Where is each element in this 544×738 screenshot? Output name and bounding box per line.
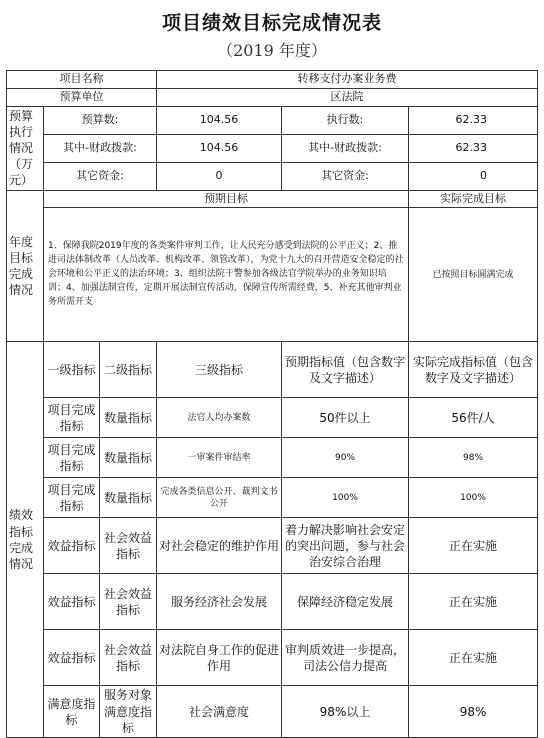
row-level3: 完成各类信息公开、裁判文书公开 bbox=[157, 478, 282, 518]
other-budget-value: 0 bbox=[157, 162, 282, 190]
project-name-label: 项目名称 bbox=[7, 71, 157, 89]
row-level2: 数量指标 bbox=[100, 438, 157, 478]
row-level3: 对社会稳定的维护作用 bbox=[157, 518, 282, 574]
header-actual: 实际完成指标值（包含数字及文字描述） bbox=[409, 342, 538, 398]
fiscal-executed-label: 其中-财政拨款: bbox=[282, 134, 409, 162]
row-expected: 审判质效进一步提高，司法公信力提高 bbox=[282, 630, 409, 686]
row-level3: 一审案件审结率 bbox=[157, 438, 282, 478]
row-expected: 98%以上 bbox=[282, 686, 409, 738]
budget-section-label: 预算执行情况（万元） bbox=[7, 106, 44, 190]
row-actual: 正在实施 bbox=[409, 630, 538, 686]
annual-section-label: 年度目标完成情况 bbox=[7, 190, 44, 342]
table-row bbox=[7, 518, 538, 574]
perf-section-label: 绩效指标完成情况 bbox=[7, 342, 44, 738]
row-level1: 效益指标 bbox=[44, 518, 100, 574]
row-level2: 社会效益指标 bbox=[100, 518, 157, 574]
row-actual: 56件/人 bbox=[409, 398, 538, 438]
table-row bbox=[7, 478, 538, 518]
row-actual: 98% bbox=[409, 438, 538, 478]
row-level3: 对法院自身工作的促进作用 bbox=[157, 630, 282, 686]
row-level3: 服务经济社会发展 bbox=[157, 574, 282, 630]
row-expected: 着力解决影响社会安定的突出问题，参与社会治安综合治理 bbox=[282, 518, 409, 574]
row-level2: 社会效益指标 bbox=[100, 574, 157, 630]
other-budget-label: 其它资金: bbox=[44, 162, 157, 190]
budget-amount-value: 104.56 bbox=[157, 106, 282, 134]
row-level1: 效益指标 bbox=[44, 630, 100, 686]
table-row bbox=[7, 686, 538, 738]
header-level1: 一级指标 bbox=[44, 342, 100, 398]
row-level1: 项目完成指标 bbox=[44, 438, 100, 478]
other-executed-label: 其它资金: bbox=[282, 162, 409, 190]
actual-goal-text: 已按照目标圆满完成 bbox=[409, 208, 538, 342]
row-level2: 服务对象满意度指标 bbox=[100, 686, 157, 738]
row-actual: 正在实施 bbox=[409, 518, 538, 574]
row-level1: 效益指标 bbox=[44, 574, 100, 630]
header-level2: 二级指标 bbox=[100, 342, 157, 398]
row-level2: 社会效益指标 bbox=[100, 630, 157, 686]
row-level2: 数量指标 bbox=[100, 398, 157, 438]
row-actual: 98% bbox=[409, 686, 538, 738]
expected-goal-text: 1、保障我院2019年度的各类案件审判工作，让人民充分感受到法院的公平正义；2、推进司法体制改革（人员改革、机构改革、领管改革），为党十九大的召开营造安全稳定的社会环境和公平正义的法治环境；3、组织法院干警参加各级法官学院举办的业务知识培训；4、加强法制宣传，定期开展法制宣传活动，保障宣传所需经费，5、补充其他审判业务所需开支 bbox=[44, 208, 409, 342]
header-level3: 三级指标 bbox=[157, 342, 282, 398]
table-row bbox=[7, 398, 538, 438]
budget-amount-label: 预算数: bbox=[44, 106, 157, 134]
row-level1: 项目完成指标 bbox=[44, 478, 100, 518]
row-expected: 保障经济稳定发展 bbox=[282, 574, 409, 630]
fiscal-budget-value: 104.56 bbox=[157, 134, 282, 162]
row-actual: 正在实施 bbox=[409, 574, 538, 630]
unit-value: 区法院 bbox=[157, 88, 538, 106]
executed-label: 执行数: bbox=[282, 106, 409, 134]
report-year: （2019 年度） bbox=[217, 41, 327, 60]
table-row bbox=[7, 438, 538, 478]
row-expected: 100% bbox=[282, 478, 409, 518]
page-title: 项目绩效目标完成情况表 bbox=[161, 12, 382, 34]
row-level3: 社会满意度 bbox=[157, 686, 282, 738]
table-row bbox=[7, 630, 538, 686]
row-actual: 100% bbox=[409, 478, 538, 518]
row-level1: 项目完成指标 bbox=[44, 398, 100, 438]
actual-goal-header: 实际完成目标 bbox=[409, 190, 538, 208]
other-executed-value: 0 bbox=[409, 162, 538, 190]
expected-goal-header: 预期目标 bbox=[44, 190, 409, 208]
row-expected: 50件以上 bbox=[282, 398, 409, 438]
row-expected: 90% bbox=[282, 438, 409, 478]
project-name-value: 转移支付办案业务费 bbox=[157, 71, 538, 89]
header-expected: 预期指标值（包含数字及文字描述） bbox=[282, 342, 409, 398]
performance-table bbox=[6, 70, 538, 738]
executed-value: 62.33 bbox=[409, 106, 538, 134]
unit-label: 预算单位 bbox=[7, 88, 157, 106]
fiscal-budget-label: 其中-财政拨款: bbox=[44, 134, 157, 162]
table-row bbox=[7, 574, 538, 630]
row-level1: 满意度指标 bbox=[44, 686, 100, 738]
row-level2: 数量指标 bbox=[100, 478, 157, 518]
row-level3: 法官人均办案数 bbox=[157, 398, 282, 438]
fiscal-executed-value: 62.33 bbox=[409, 134, 538, 162]
